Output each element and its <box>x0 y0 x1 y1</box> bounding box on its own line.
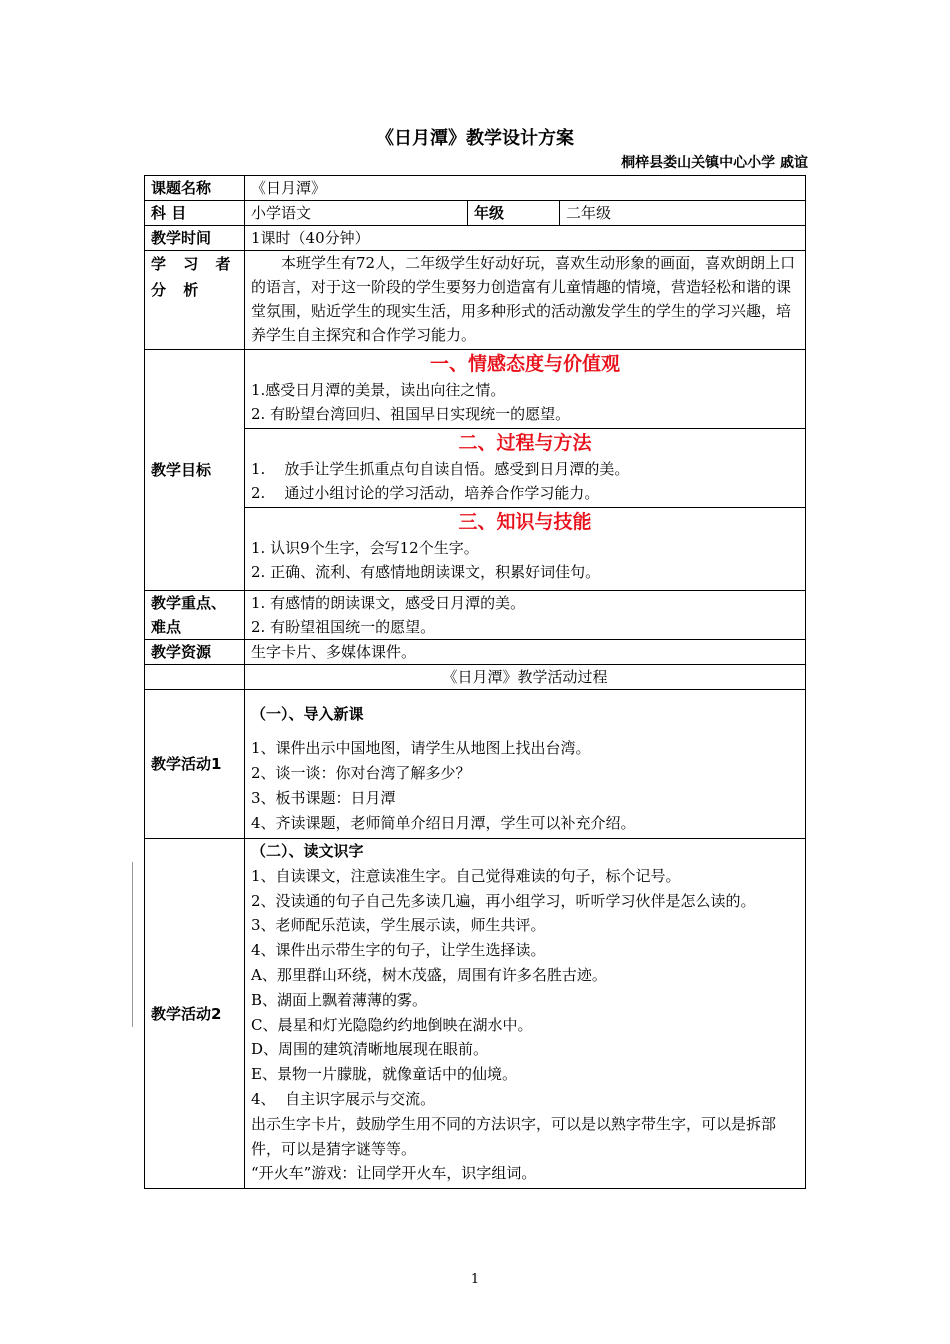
activity-item: 4、课件出示带生字的句子，让学生选择读。 <box>251 941 546 960</box>
activity-item: 1、自读课文，注意读准生字。自己觉得难读的句子，标个记号。 <box>251 866 681 885</box>
key-item: 1. 有感情的朗读课文，感受日月潭的美。 <box>251 594 526 612</box>
goal-section <box>245 507 805 584</box>
table-row <box>145 690 806 839</box>
activity-item: 4、齐读课题，老师简单介绍日月潭，学生可以补充介绍。 <box>251 814 636 832</box>
key-label: 教学重点、难点 <box>145 591 245 640</box>
table-row <box>145 640 806 665</box>
author-line: 桐梓县娄山关镇中心小学 戚谊 <box>621 155 808 171</box>
table-row <box>145 591 806 640</box>
time-label: 教学时间 <box>145 226 245 251</box>
activity-item: C、晨星和灯光隐隐约约地倒映在湖水中。 <box>251 1015 533 1034</box>
process-title: 《日月潭》教学活动过程 <box>245 665 806 690</box>
activity-item: D、周围的建筑清晰地展现在眼前。 <box>251 1040 489 1059</box>
activity-item: “开火车”游戏：让同学开火车，识字组词。 <box>251 1164 537 1183</box>
activity1-cell <box>245 690 806 839</box>
grade-value: 二年级 <box>560 201 806 226</box>
subject-label: 科 目 <box>145 201 245 226</box>
grade-label: 年级 <box>468 201 560 226</box>
key-cell <box>245 591 806 640</box>
activity-item: B、湖面上飘着薄薄的雾。 <box>251 990 428 1009</box>
resource-label: 教学资源 <box>145 640 245 665</box>
goal-heading: 一、情感态度与价值观 <box>430 353 621 375</box>
table-row <box>145 839 806 1189</box>
key-item: 2. 有盼望祖国统一的愿望。 <box>251 618 436 636</box>
table-row <box>145 665 806 690</box>
table-row <box>145 176 806 201</box>
learner-analysis: 本班学生有72人，二年级学生好动好玩，喜欢生动形象的画面，喜欢朗朗上口的语言，对于这一阶段的学生要努力创造富有儿童情趣的情境，营造轻松和谐的课堂氛围，贴近学生的现实生活，用多种形式的活动激发学生的学生的学习兴趣，培养学生自主探究和合作学习能力。 <box>245 251 806 350</box>
time-value: 1课时（40分钟） <box>245 226 806 251</box>
lesson-plan-table <box>144 175 806 1189</box>
table-row <box>145 251 806 350</box>
goal-item: 2. 通过小组讨论的学习活动，培养合作学习能力。 <box>251 484 600 502</box>
activity2-heading: （二）、读文识字 <box>251 842 364 860</box>
empty-cell <box>145 665 245 690</box>
table-row <box>145 226 806 251</box>
resource-value: 生字卡片、多媒体课件。 <box>245 640 806 665</box>
activity2-cell <box>245 839 806 1189</box>
page-title: 《日月潭》教学设计方案 <box>376 128 574 149</box>
goal-section <box>245 428 805 507</box>
goal-item: 2. 正确、流利、有感情地朗读课文，积累好词佳句。 <box>251 563 601 581</box>
learner-label: 学 习 者 分 析 <box>145 251 245 350</box>
activity-item: 出示生字卡片，鼓励学生用不同的方法识字，可以是以熟字带生字，可以是拆部件，可以是猜字谜等等。 <box>251 1114 777 1158</box>
activity-item: 4、 自主识字展示与交流。 <box>251 1089 436 1108</box>
margin-mark <box>132 862 133 1027</box>
activity2-label: 教学活动2 <box>145 839 245 1189</box>
activity-item: 2、谈一谈：你对台湾了解多少？ <box>251 764 471 782</box>
table-row <box>145 350 806 591</box>
subject-value: 小学语文 <box>245 201 468 226</box>
activity1-label: 教学活动1 <box>145 690 245 839</box>
goal-heading: 二、过程与方法 <box>458 432 592 454</box>
goal-item: 1. 放手让学生抓重点句自读自悟。感受到日月潭的美。 <box>251 460 630 478</box>
activity-item: 2、没读通的句子自己先多读几遍，再小组学习，听听学习伙伴是怎么读的。 <box>251 891 756 910</box>
goals-label: 教学目标 <box>145 350 245 591</box>
page-number: 1 <box>470 1272 480 1287</box>
table-row <box>145 201 806 226</box>
goals-cell <box>245 350 806 591</box>
course-name-value: 《日月潭》 <box>245 176 806 201</box>
activity-item: 1、课件出示中国地图，请学生从地图上找出台湾。 <box>251 739 591 757</box>
activity-item: E、景物一片朦胧，就像童话中的仙境。 <box>251 1065 517 1084</box>
goal-section <box>251 350 799 428</box>
goal-item: 2. 有盼望台湾回归、祖国早日实现统一的愿望。 <box>251 405 571 423</box>
activity1-heading: （一）、导入新课 <box>251 705 364 723</box>
goal-heading: 三、知识与技能 <box>458 511 592 533</box>
activity-item: A、那里群山环绕，树木茂盛，周围有许多名胜古迹。 <box>251 965 607 984</box>
goal-item: 1. 认识9个生字，会写12个生字。 <box>251 539 479 557</box>
goal-item: 1.感受日月潭的美景，读出向往之情。 <box>251 381 506 399</box>
course-name-label: 课题名称 <box>145 176 245 201</box>
activity-item: 3、板书课题：日月潭 <box>251 789 396 807</box>
activity-item: 3、老师配乐范读，学生展示读，师生共评。 <box>251 916 546 935</box>
